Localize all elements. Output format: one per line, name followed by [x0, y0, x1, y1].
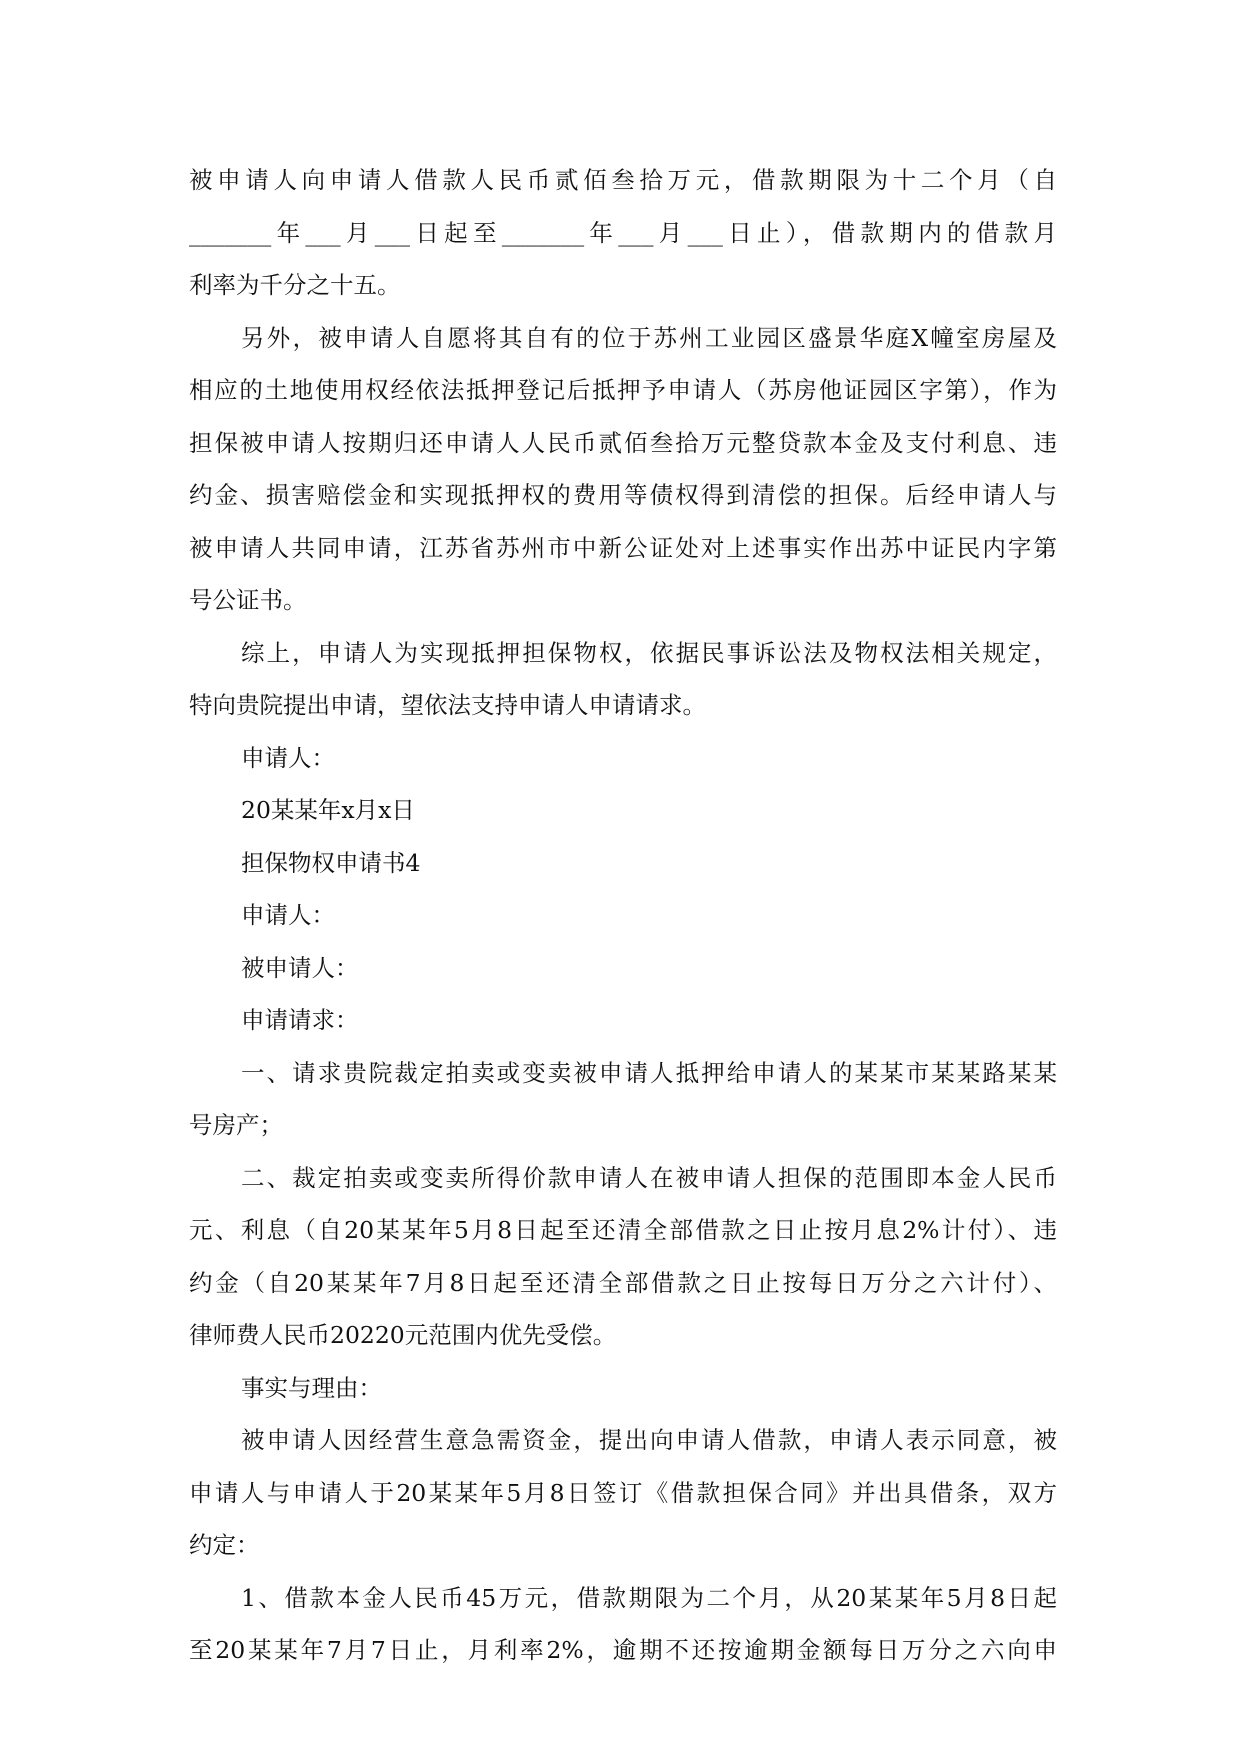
text-line: 约金、损害赔偿金和实现抵押权的费用等债权得到清偿的担保。后经申请人与 — [189, 481, 1057, 509]
text-line: 约定： — [189, 1531, 260, 1559]
facts-heading: 事实与理由： — [241, 1373, 382, 1402]
text-line: 元、利息（自20某某年5月8日起至还清全部借款之日止按月息2%计付）、违 — [189, 1216, 1057, 1244]
text-line: 号房产； — [189, 1111, 283, 1139]
text-line: 被申请人共同申请，江苏省苏州市中新公证处对上述事实作出苏中证民内字第 — [189, 533, 1057, 562]
text-line: 申请人与申请人于20某某年5月8日签订《借款担保合同》并出具借条，双方 — [189, 1478, 1057, 1507]
claims-heading: 申请请求： — [241, 1006, 359, 1034]
respondent-label: 被申请人： — [241, 953, 359, 982]
paragraph-start-line: 一、请求贵院裁定拍卖或变卖被申请人抵押给申请人的某某市某某路某某 — [241, 1058, 1057, 1087]
text-line: 担保被申请人按期归还申请人人民币贰佰叁拾万元整贷款本金及支付利息、违 — [189, 428, 1057, 457]
date-line: 20某某年x月x日 — [241, 796, 415, 824]
paragraph-start-line: 二、裁定拍卖或变卖所得价款申请人在被申请人担保的范围即本金人民币 — [241, 1163, 1057, 1192]
text-line: 约金（自20某某年7月8日起至还清全部借款之日止按每日万分之六计付）、 — [189, 1268, 1057, 1297]
text-line: 相应的土地使用权经依法抵押登记后抵押予申请人（苏房他证园区字第），作为 — [189, 376, 1057, 404]
text-line: 至20某某年7月7日止，月利率2%，逾期不还按逾期金额每日万分之六向申 — [189, 1636, 1057, 1664]
applicant-label: 申请人： — [241, 743, 335, 772]
text-line: 律师费人民币20220元范围内优先受偿。 — [189, 1321, 617, 1349]
applicant-label: 申请人： — [241, 901, 335, 929]
text-line: 利率为千分之十五。 — [189, 271, 401, 299]
text-line: 特向贵院提出申请，望依法支持申请人申请请求。 — [189, 691, 706, 719]
text-line: 号公证书。 — [189, 586, 307, 614]
text-line: _______年___月___日起至_______年___月___日止），借款期内的借款月 — [189, 218, 1057, 247]
paragraph-start-line: 1、借款本金人民币45万元，借款期限为二个月，从20某某年5月8日起 — [241, 1583, 1057, 1612]
paragraph-start-line: 综上，申请人为实现抵押担保物权，依据民事诉讼法及物权法相关规定， — [241, 638, 1057, 667]
document-body — [189, 154, 1057, 1677]
paragraph-start-line: 另外，被申请人自愿将其自有的位于苏州工业园区盛景华庭X幢室房屋及 — [241, 323, 1057, 352]
section-title: 担保物权申请书4 — [241, 848, 421, 877]
paragraph-start-line: 被申请人因经营生意急需资金，提出向申请人借款，申请人表示同意，被 — [241, 1426, 1057, 1454]
text-line: 被申请人向申请人借款人民币贰佰叁拾万元，借款期限为十二个月（自 — [189, 166, 1057, 194]
